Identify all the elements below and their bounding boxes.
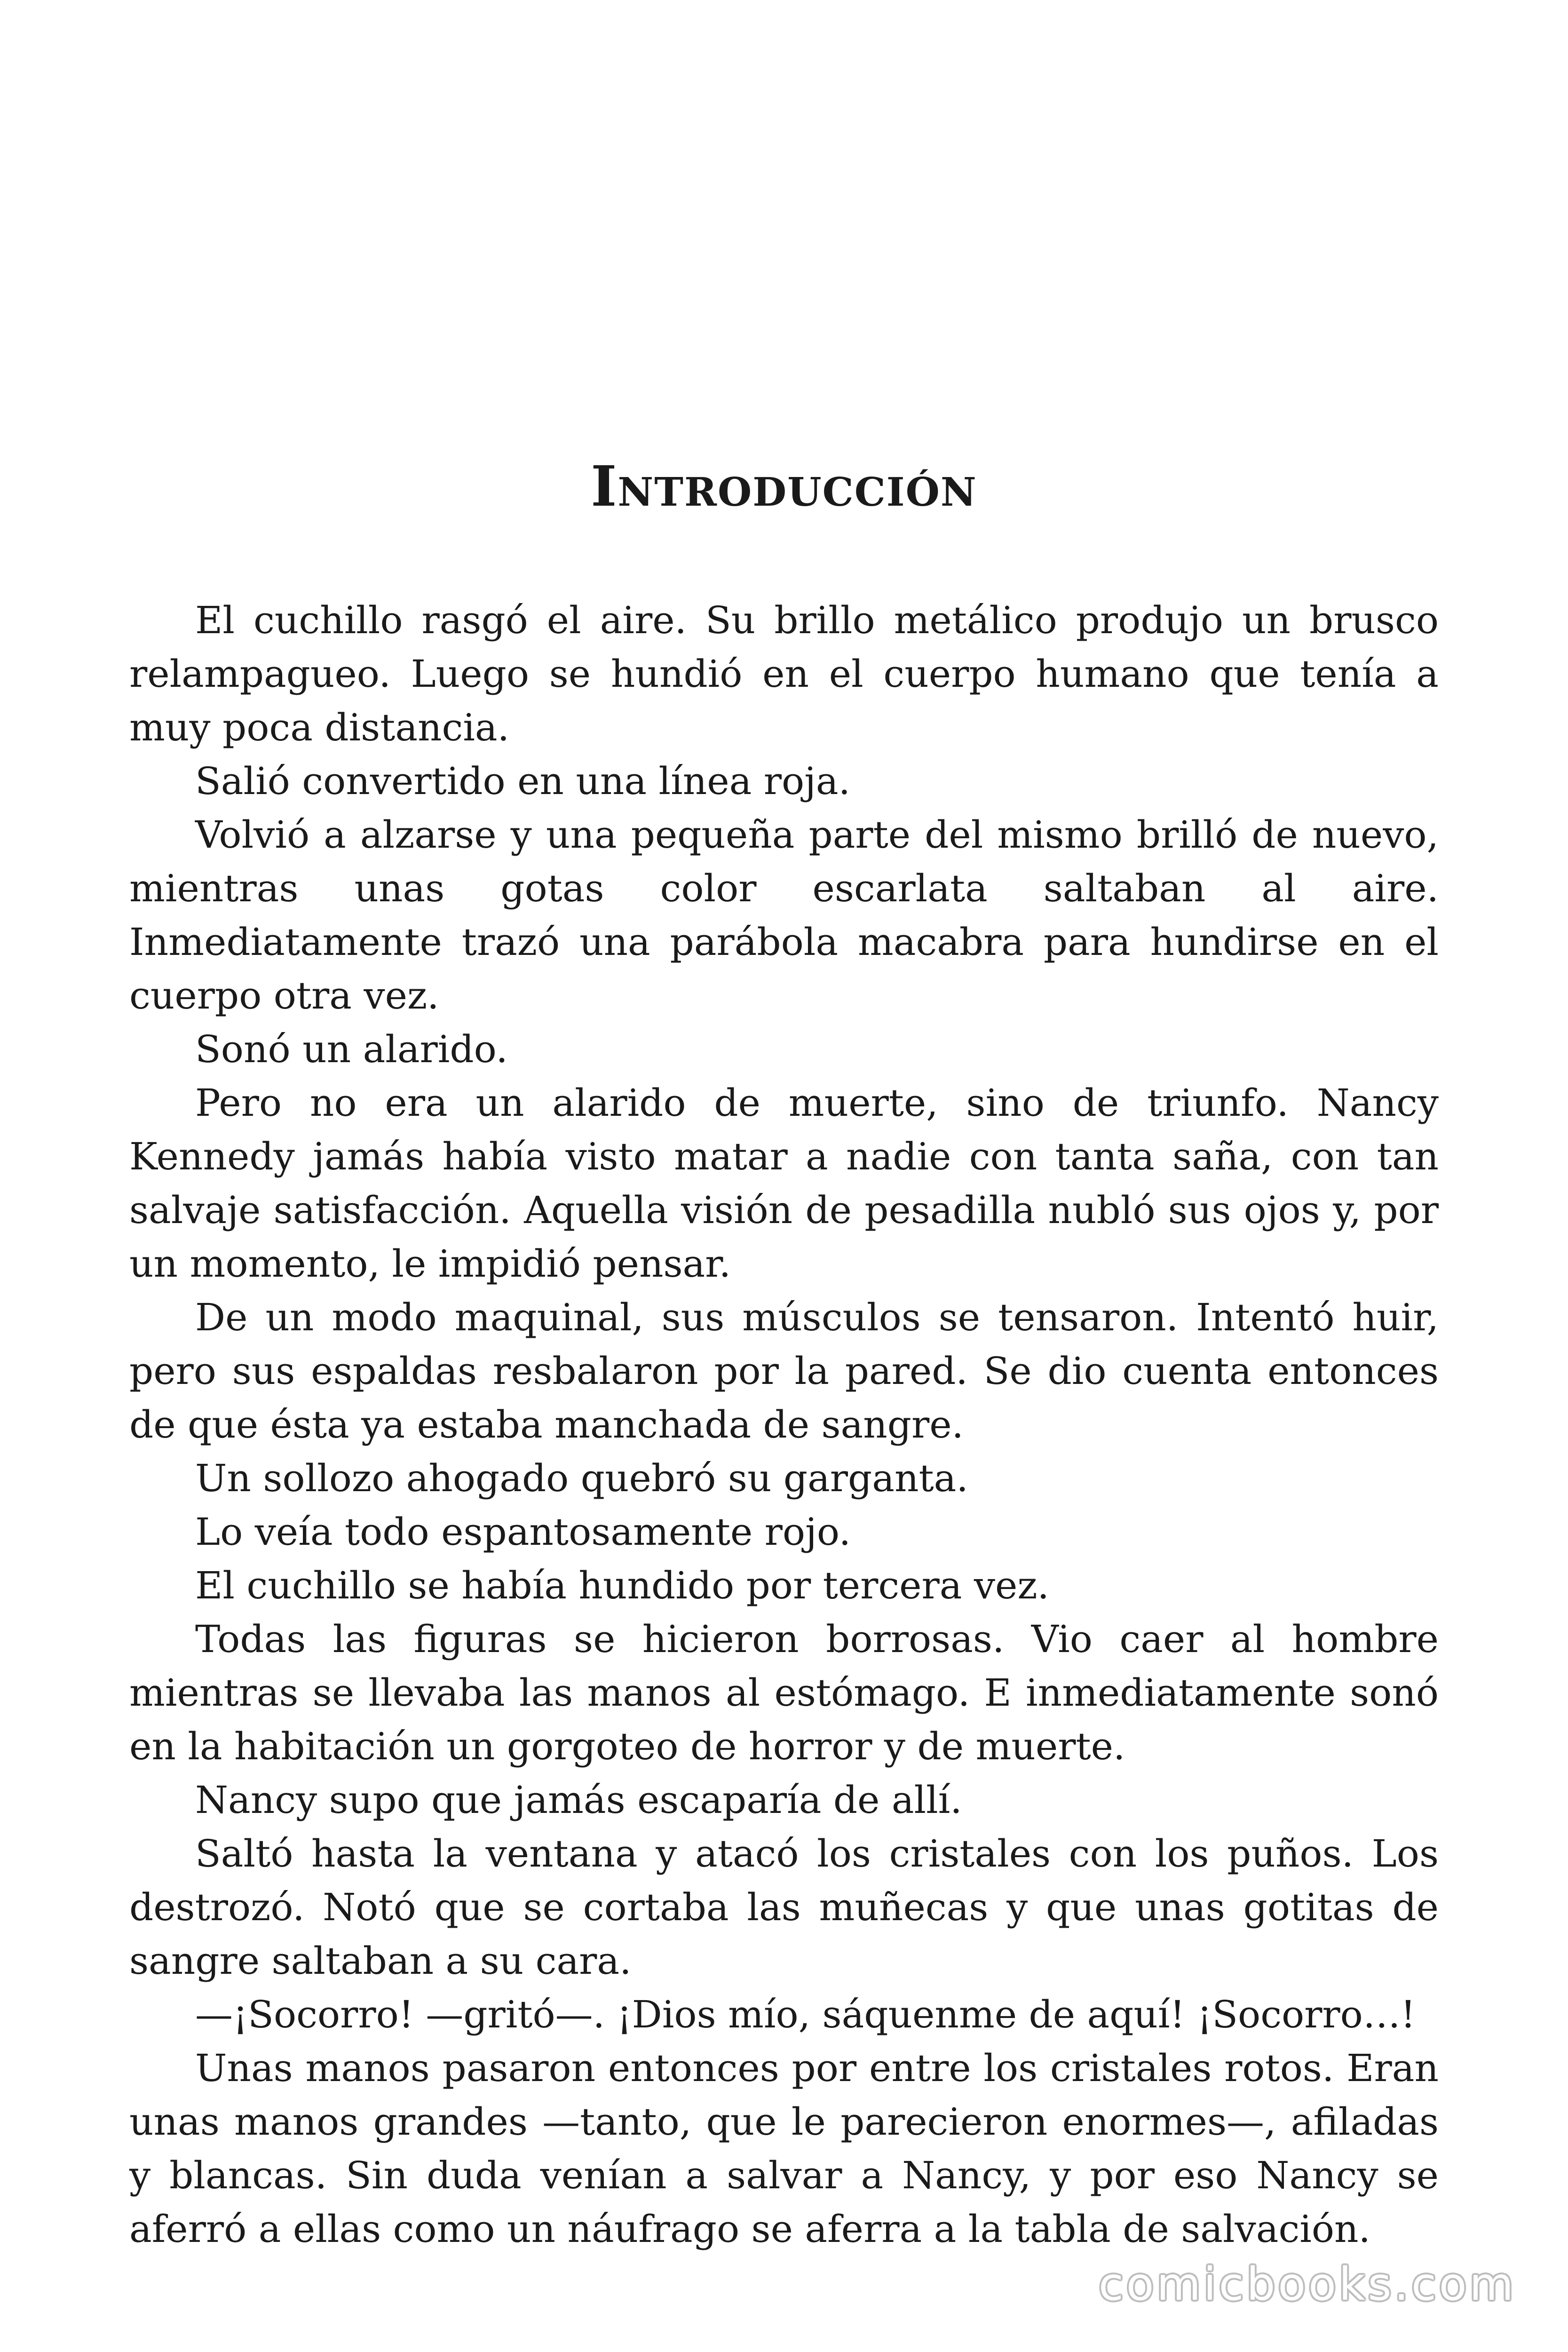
paragraph: El cuchillo rasgó el aire. Su brillo metálico produjo un brusco relampagueo. Luego se hundió en el cuerpo humano que tenía a muy poca distancia. [129,598,1439,749]
paragraph: Nancy supo que jamás escaparía de allí. [195,1778,962,1822]
paragraph: El cuchillo se había hundido por tercera vez. [195,1564,1049,1607]
paragraph: Lo veía todo espantosamente rojo. [195,1510,851,1554]
watermark: comicbooks.com [1098,2258,1516,2311]
paragraph: Todas las figuras se hicieron borrosas. Vio caer al hombre mientras se llevaba las manos al estómago. E inmediatamente sonó en la habitación un gorgoteo de horror y de muerte. [129,1617,1439,1768]
chapter-body [129,594,1439,2256]
paragraph: Pero no era un alarido de muerte, sino de triunfo. Nancy Kennedy jamás había visto matar a nadie con tanta saña, con tan salvaje satisfacción. Aquella visión de pesadilla nubló sus ojos y, por un momento, le impidió pensar. [129,1081,1439,1286]
paragraph: Sonó un alarido. [195,1027,508,1071]
paragraph: Salió convertido en una línea roja. [195,759,851,803]
paragraph: —¡Socorro! —gritó—. ¡Dios mío, sáquenme de aquí! ¡Socorro…! [195,1993,1416,2036]
paragraph: De un modo maquinal, sus músculos se tensaron. Intentó huir, pero sus espaldas resbalaron por la pared. Se dio cuenta entonces de que ésta ya estaba manchada de sangre. [129,1295,1439,1446]
paragraph: Unas manos pasaron entonces por entre los cristales rotos. Eran unas manos grandes —tanto, que le parecieron enormes—, afiladas y blancas. Sin duda venían a salvar a Nancy, y por eso Nancy se aferró a ellas como un náufrago se aferra a la tabla de salvación. [129,2046,1439,2251]
paragraph: Volvió a alzarse y una pequeña parte del mismo brilló de nuevo, mientras unas gotas color escarlata saltaban al aire. Inmediatamente trazó una parábola macabra para hundirse en el cuerpo otra vez. [129,813,1439,1017]
paragraph: Saltó hasta la ventana y atacó los cristales con los puños. Los destrozó. Notó que se cortaba las muñecas y que unas gotitas de sangre saltaban a su cara. [129,1832,1439,1983]
paragraph: Un sollozo ahogado quebró su garganta. [195,1456,968,1500]
chapter-title: Introducción [591,453,977,519]
